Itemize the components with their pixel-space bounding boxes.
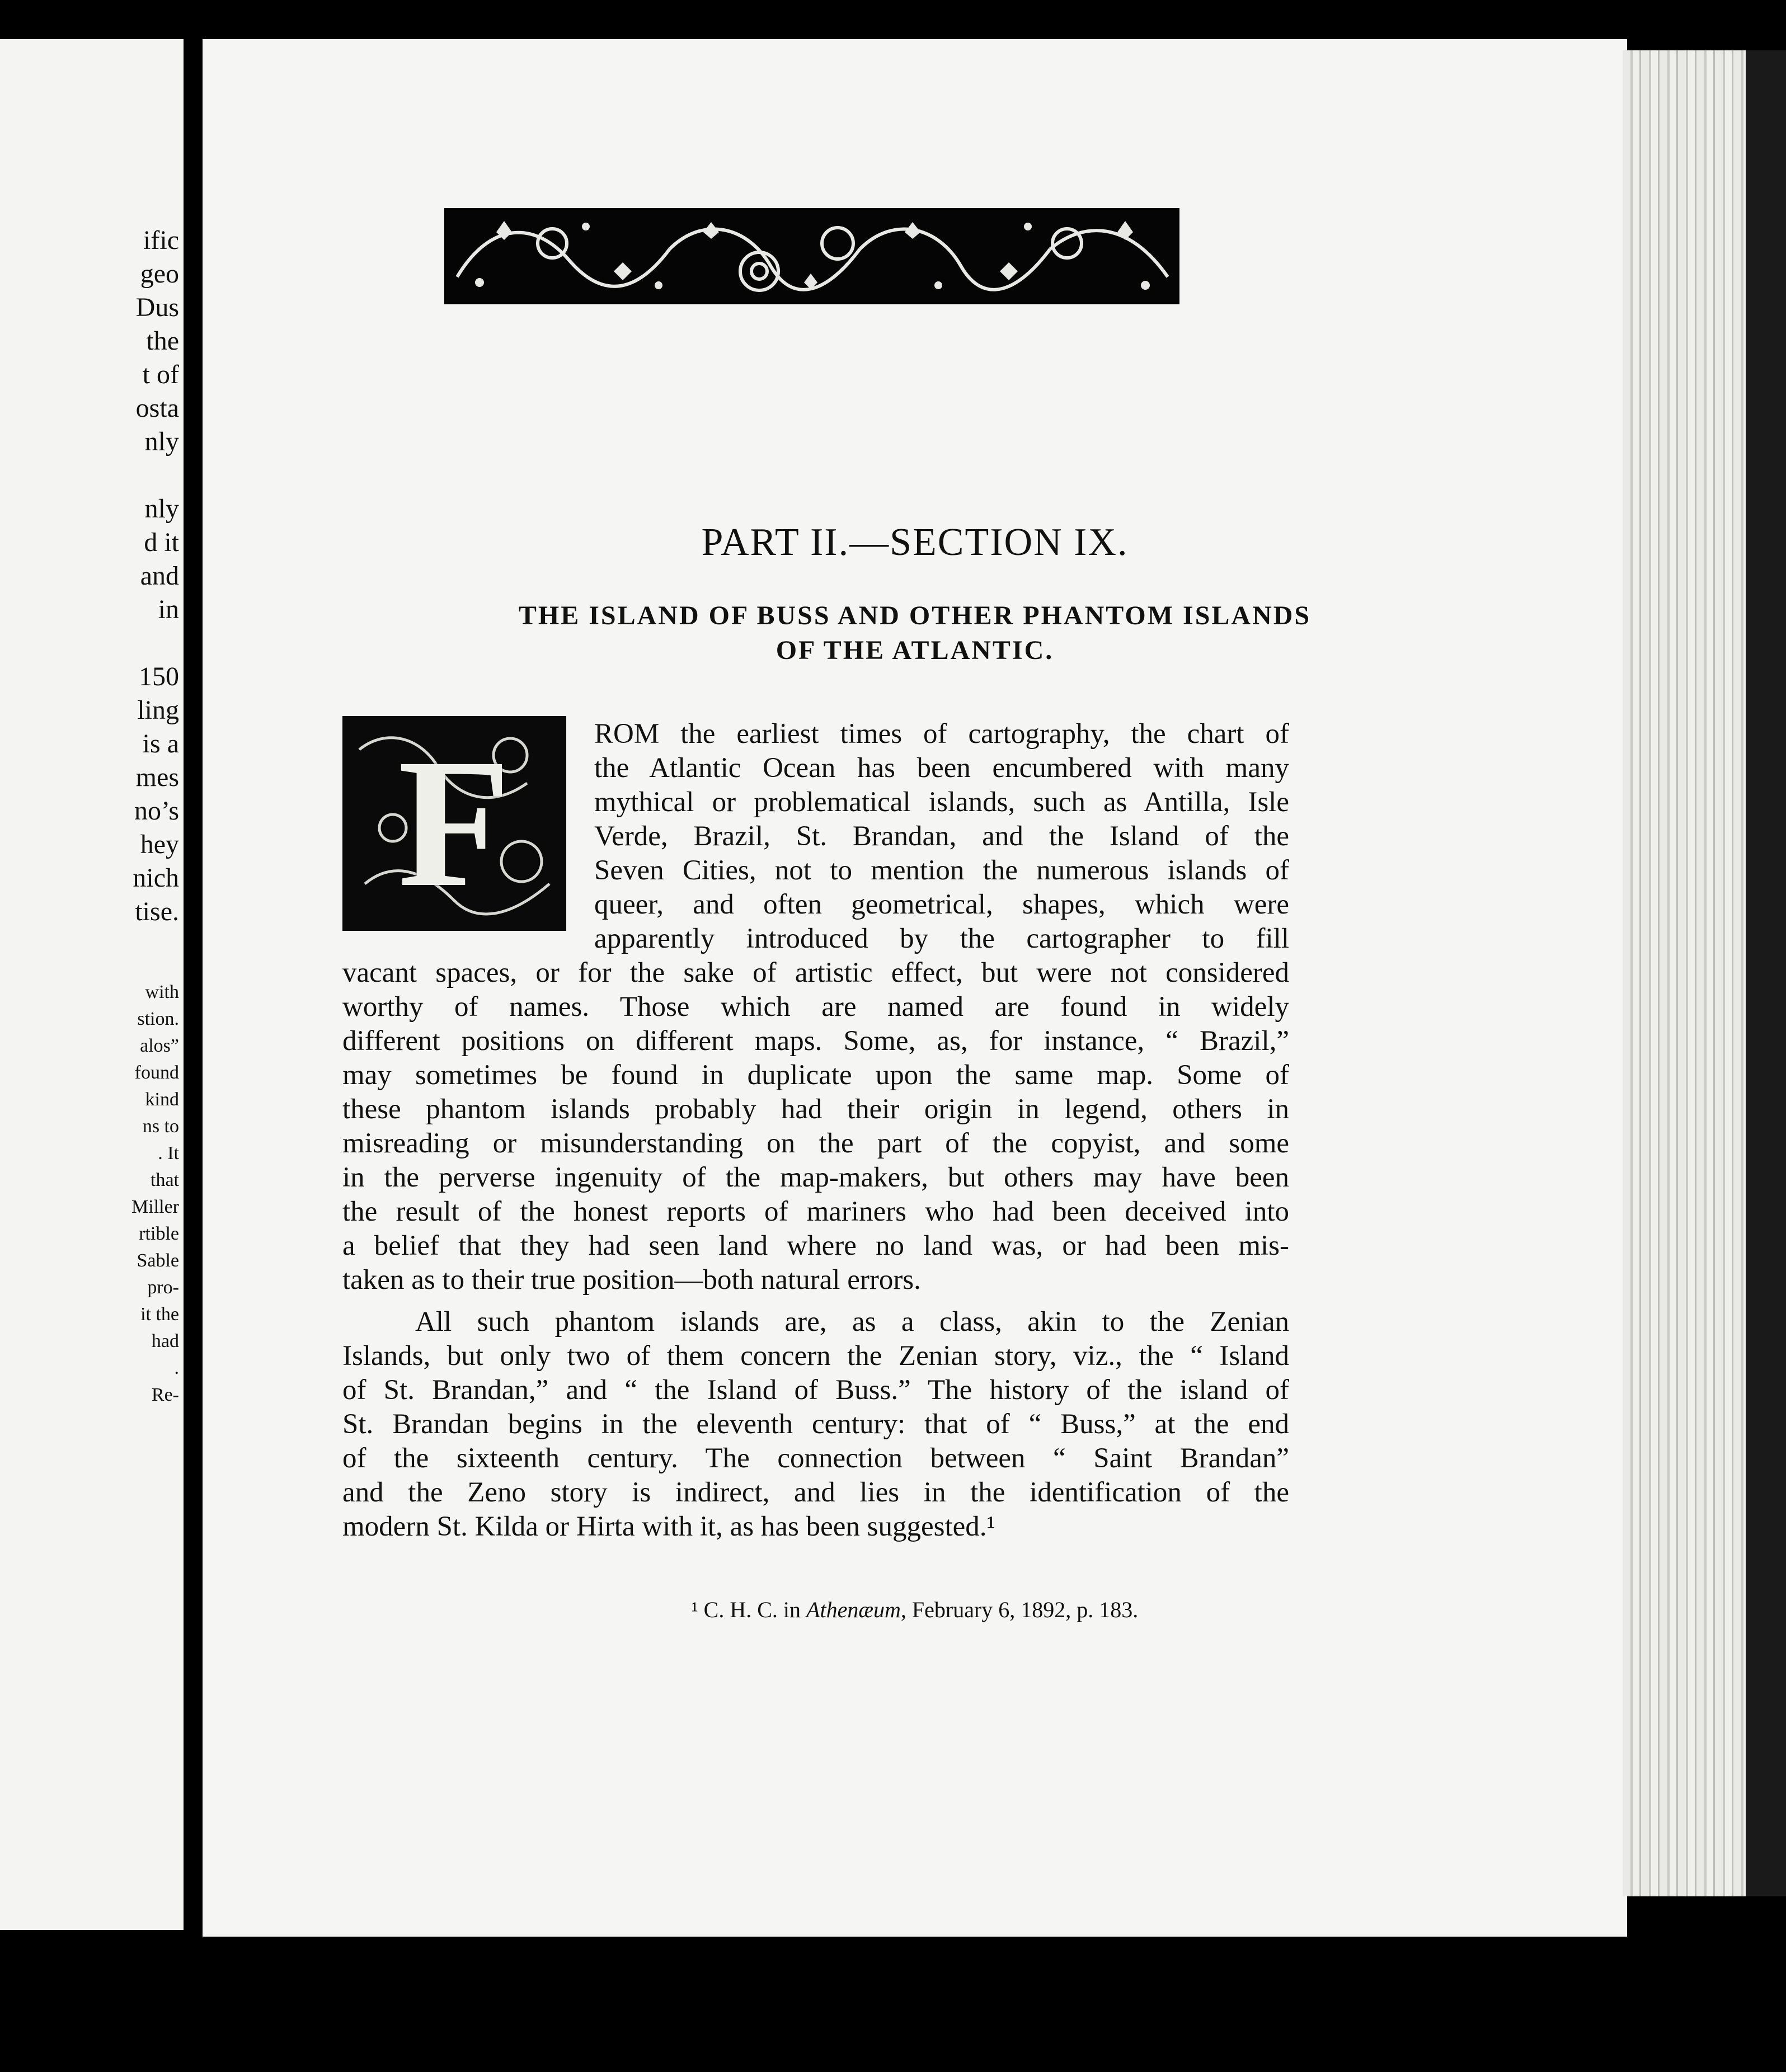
left-page-text-fragment: tise. xyxy=(135,897,179,926)
left-page-text-fragment: ling xyxy=(137,695,179,725)
left-page-text-fragment: no’s xyxy=(134,796,179,826)
text-line: mythical or problematical islands, such as Antilla, Isle xyxy=(594,787,1289,818)
text-line: vacant spaces, or for the sake of artistic effect, but were not considered xyxy=(342,957,1289,988)
text-line: of St. Brandan,” and “ the Island of Buss.” The history of the island of xyxy=(342,1374,1289,1406)
left-page-footnote-fragment: stion. xyxy=(137,1009,179,1029)
left-page-text-fragment: in xyxy=(158,595,179,624)
left-page-text-fragment: 150 xyxy=(139,662,179,691)
footnote-marker: ¹ xyxy=(691,1597,698,1622)
book-cover-edge xyxy=(1746,50,1786,1896)
text-line: Verde, Brazil, St. Brandan, and the Island of the xyxy=(594,821,1289,852)
left-page-text-fragment: geo xyxy=(140,259,179,289)
left-page-footnote-fragment: alos” xyxy=(140,1035,179,1056)
text-line: Islands, but only two of them concern the Zenian story, viz., the “ Island xyxy=(342,1340,1289,1372)
book-page-edges xyxy=(1623,50,1746,1896)
text-line: of the sixteenth century. The connection between “ Saint Brandan” xyxy=(342,1443,1289,1474)
left-page-text-fragment: t of xyxy=(142,360,179,389)
text-line: and the Zeno story is indirect, and lies in the identification of the xyxy=(342,1477,1289,1508)
text-line: apparently introduced by the cartographer to fill xyxy=(594,923,1289,954)
text-line: the Atlantic Ocean has been encumbered with many xyxy=(594,752,1289,784)
left-page-text-fragment: nly xyxy=(144,427,179,456)
section-title xyxy=(203,599,1627,668)
footnote xyxy=(203,1597,1627,1623)
left-page-footnote-fragment: . It xyxy=(158,1143,179,1164)
text-line: taken as to their true position—both natural errors. xyxy=(342,1264,921,1296)
text-line: St. Brandan begins in the eleventh century: that of “ Buss,” at the end xyxy=(342,1409,1289,1440)
left-page-text-fragment: ific xyxy=(143,225,179,255)
text-line: may sometimes be found in duplicate upon the same map. Some of xyxy=(342,1059,1289,1091)
left-page-footnote-fragment: rtible xyxy=(139,1223,179,1244)
left-page-text-fragment: d it xyxy=(144,528,179,557)
text-line: All such phantom islands are, as a class, akin to the Zenian xyxy=(415,1306,1289,1338)
left-page-text-fragment: osta xyxy=(135,393,179,423)
footnote-suffix: , February 6, 1892, p. 183. xyxy=(900,1597,1139,1622)
scan-border-top xyxy=(0,0,1786,45)
text-line: misreading or misunderstanding on the part of the copyist, and some xyxy=(342,1128,1289,1159)
illuminated-dropcap xyxy=(342,716,566,931)
text-line: worthy of names. Those which are named are found in widely xyxy=(342,991,1289,1023)
left-page-footnote-fragment: had xyxy=(151,1331,179,1351)
book-gutter xyxy=(184,39,204,1930)
footnote-journal: Athenæum xyxy=(806,1597,901,1622)
scan-border-bottom xyxy=(0,2047,1786,2072)
part-section-heading: PART II.—SECTION IX. xyxy=(701,521,1129,564)
left-page-footnote-fragment: Re- xyxy=(151,1385,179,1405)
left-page-footnote-fragment: Miller xyxy=(131,1197,179,1217)
left-page-text-fragment: is a xyxy=(142,729,179,759)
paragraph-2 xyxy=(342,1305,1289,1544)
left-page-footnote-fragment: found xyxy=(134,1062,179,1083)
left-page-footnote-fragment: . xyxy=(174,1358,179,1378)
left-page-text-fragment: nly xyxy=(144,494,179,524)
left-page-footnote-fragment: kind xyxy=(145,1089,179,1110)
left-page-text-fragment: hey xyxy=(140,830,179,859)
section-title-line-1: THE ISLAND OF BUSS AND OTHER PHANTOM ISLANDS xyxy=(518,601,1312,630)
footnote-prefix: C. H. C. in xyxy=(703,1597,807,1622)
dropcap-letter: F xyxy=(398,721,511,925)
text-line: a belief that they had seen land where no land was, or had been mis- xyxy=(342,1230,1289,1261)
left-page-footnote-fragment: ns to xyxy=(142,1116,179,1137)
text-line: Seven Cities, not to mention the numerous islands of xyxy=(594,855,1289,886)
left-page-footnote-fragment: pro- xyxy=(147,1277,179,1298)
left-page-text-fragment: Dus xyxy=(135,293,179,322)
previous-page-fragment xyxy=(0,39,184,1930)
text-line: ROM the earliest times of cartography, the chart of xyxy=(594,718,1289,750)
decorative-headpiece-ornament xyxy=(444,208,1179,304)
left-page-text-fragment: and xyxy=(140,561,179,591)
text-line: modern St. Kilda or Hirta with it, as has been suggested.¹ xyxy=(342,1511,995,1542)
book-page xyxy=(203,39,1627,1937)
text-line: the result of the honest reports of mariners who had been deceived into xyxy=(342,1196,1289,1227)
left-page-text-fragment: the xyxy=(146,326,179,356)
left-page-text-fragment: mes xyxy=(135,762,179,792)
left-page-footnote-fragment: with xyxy=(145,982,179,1002)
text-line: in the perverse ingenuity of the map-makers, but others may have been xyxy=(342,1162,1289,1193)
left-page-footnote-fragment: it the xyxy=(140,1304,179,1325)
floral-scroll-ornament-icon xyxy=(446,210,1178,303)
section-title-line-2: OF THE ATLANTIC. xyxy=(776,635,1054,665)
left-page-footnote-fragment: Sable xyxy=(137,1250,179,1271)
left-page-footnote-fragment: that xyxy=(151,1170,179,1190)
text-line: these phantom islands probably had their origin in legend, others in xyxy=(342,1094,1289,1125)
paragraph-1-full-width xyxy=(342,956,1289,1297)
left-page-text-fragment: nich xyxy=(133,863,179,893)
paragraph-1-beside-dropcap xyxy=(594,717,1289,956)
text-line: different positions on different maps. Some, as, for instance, “ Brazil,” xyxy=(342,1025,1289,1057)
text-line: queer, and often geometrical, shapes, which were xyxy=(594,889,1289,920)
